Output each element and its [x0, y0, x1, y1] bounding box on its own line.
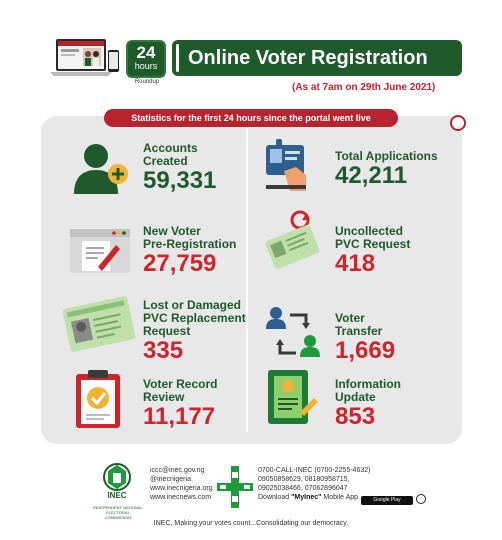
stat-label-line: Request: [143, 324, 191, 338]
phone-line: 09025038466, 07062896047: [258, 485, 348, 492]
stat-label-line: Uncollected: [335, 224, 404, 238]
decorative-ring-icon: [450, 115, 466, 131]
stat-total-applications: [335, 150, 438, 188]
stat-label-line: Accounts: [143, 141, 198, 155]
clipboard-check-icon: [72, 368, 124, 430]
transfer-users-icon: [262, 305, 324, 363]
stat-value: 11,177: [143, 403, 216, 430]
pvc-card-icon: [60, 296, 138, 352]
document-update-icon: [266, 368, 318, 430]
stat-label-line: Voter: [335, 311, 365, 325]
laptop-photo-icon: [50, 38, 120, 80]
stat-uncollected-pvc: [335, 225, 410, 276]
stat-label-line: Created: [143, 154, 188, 168]
website-link[interactable]: www.inecnigeria.org: [150, 485, 213, 492]
email-icon: [220, 485, 226, 489]
contact-links: [150, 466, 213, 502]
stat-value: 27,759: [143, 250, 217, 277]
tagline: INEC, Making your votes count...Consolidating our democracy.: [153, 520, 349, 527]
stat-value: 335: [143, 337, 184, 364]
form-edit-icon: [68, 225, 132, 275]
stat-value: 1,669: [335, 337, 396, 364]
phone-line: 09050858629, 08180958715,: [258, 476, 350, 483]
card-divider: [246, 128, 248, 432]
stat-new-voter-pre-registration: [143, 225, 236, 276]
stat-label-line: Voter Record: [143, 377, 218, 391]
stat-label-line: Total Applications: [335, 149, 438, 163]
stat-label-line: PVC Replacement: [143, 311, 246, 325]
stat-label-line: Information: [335, 377, 401, 391]
stat-value: 59,331: [143, 167, 217, 194]
stat-label-line: Update: [335, 390, 376, 404]
pvc-refresh-icon: [262, 210, 324, 272]
as-at-date: (As at 7am on 29th June 2021): [292, 82, 436, 93]
badge-number: 24: [136, 43, 156, 62]
stat-label-line: Review: [143, 390, 185, 404]
stat-information-update: [335, 378, 401, 429]
instagram-icon: [232, 472, 238, 478]
stat-voter-transfer: [335, 312, 395, 363]
email-link[interactable]: iccc@inec.gov.ng: [150, 467, 205, 474]
facebook-icon: [232, 496, 238, 502]
page-title: Online Voter Registration: [172, 40, 462, 76]
user-add-icon: [70, 140, 132, 196]
news-website-link[interactable]: www.inecnews.com: [150, 494, 212, 501]
app-store-icon[interactable]: [416, 494, 426, 504]
stat-label-line: Pre-Registration: [143, 237, 237, 251]
inec-logo-text: INEC: [107, 491, 127, 500]
stat-lost-damaged-pvc: [143, 299, 246, 363]
call-line: 0700-CALL-INEC (0700-2255-4632): [258, 467, 371, 474]
social-icons: [217, 466, 253, 508]
badge-unit: hours: [134, 61, 158, 71]
stat-value: 418: [335, 250, 376, 277]
24-hours-badge: [126, 40, 166, 78]
badge-roundup: Roundup: [134, 79, 160, 85]
statistics-heading: Statistics for the first 24 hours since the portal went live: [104, 109, 398, 127]
inec-logo: [96, 461, 138, 503]
social-handle[interactable]: @inecnigeria: [150, 476, 191, 483]
inec-full-name: INDEPENDENT NATIONAL ELECTORAL COMMISSION: [93, 505, 143, 520]
stat-label-line: PVC Request: [335, 237, 411, 251]
twitter-icon: [244, 485, 250, 489]
download-app-text: Download "MyInec" Mobile App: [258, 494, 359, 501]
stat-voter-record-review: [143, 378, 217, 429]
stat-value: 42,211: [335, 162, 408, 189]
google-play-badge[interactable]: Google Play: [361, 496, 413, 505]
stat-label-line: Transfer: [335, 324, 383, 338]
stat-label-line: Lost or Damaged: [143, 298, 242, 312]
stat-accounts-created: [143, 142, 216, 193]
stat-label-line: New Voter: [143, 224, 201, 238]
id-card-hand-icon: [262, 137, 316, 193]
stat-value: 853: [335, 403, 376, 430]
